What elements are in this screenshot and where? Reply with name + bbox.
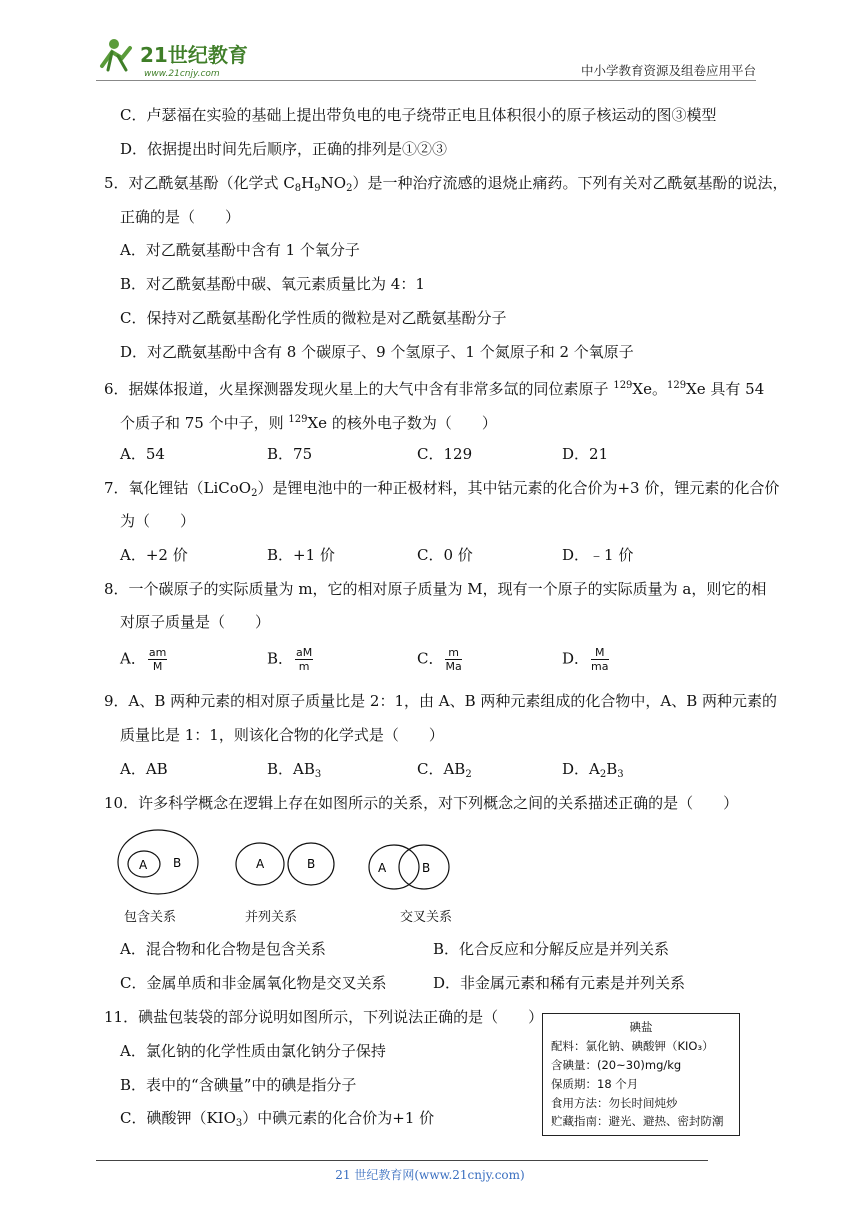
q8-option-d: D． $\frac{M}{ma}$	[562, 646, 609, 673]
salt-label-storage: 贮藏指南：避光、避热、密封防潮	[551, 1114, 724, 1128]
header-platform-name: 中小学教育资源及组卷应用平台	[580, 63, 756, 78]
venn-contain	[118, 830, 198, 894]
svg-text:21世纪教育: 21世纪教育	[140, 43, 248, 67]
q6-stem-line1: 6．据媒体报道，火星探测器发现火星上的大气中含有非常多氙的同位素原子 $^{129}$Xe。$^{129}$Xe 具有 54	[104, 380, 765, 398]
q10-option-c: C．金属单质和非金属氧化物是交叉关系	[120, 974, 387, 992]
footer-text: 21 世纪教育网(www.21cnjy.com)	[335, 1168, 525, 1182]
venn-intersect	[369, 845, 449, 889]
q7-option-c: C．0 价	[417, 546, 473, 564]
q11-option-c: C．碘酸钾$(KIO_3)$中碘元素的化合价为+1 价	[120, 1109, 435, 1129]
q5-stem-line2: 正确的是（ ）	[120, 208, 241, 226]
footer-divider	[96, 1160, 708, 1161]
q7-stem-line2: 为（ ）	[120, 512, 196, 530]
q9-option-d: D．$A_2B_3$	[562, 760, 624, 780]
q10-option-d: D．非金属元素和稀有元素是并列关系	[433, 974, 686, 992]
q6-option-c: C．129	[417, 445, 473, 463]
salt-label-iodine-content: 含碘量：(20~30)mg/kg	[551, 1058, 682, 1072]
q11-option-b: B．表中的“含碘量”中的碘是指分子	[120, 1076, 357, 1094]
q6-option-a: A．54	[120, 445, 165, 463]
svg-text:B: B	[173, 856, 182, 870]
iodized-salt-label	[542, 1013, 740, 1136]
q4-option-d: D．依据提出时间先后顺序，正确的排列是①②③	[120, 140, 448, 158]
q7-stem-line1: 7．氧化锂钴（LiCoO$_2$）是锂电池中的一种正极材料，其中钴元素的化合价为+3 价，锂元素的化合价	[104, 479, 780, 499]
q4-option-c: C．卢瑟福在实验的基础上提出带负电的电子绕带正电且体积很小的原子核运动的图③模型	[120, 106, 717, 124]
q11-option-a: A．氯化钠的化学性质由氯化钠分子保持	[120, 1042, 386, 1060]
q9-option-c: C．$AB_2$	[417, 760, 472, 780]
q6-stem-line2: 个质子和 75 个中子，则 $^{129}$Xe 的核外电子数为（ ）	[120, 414, 497, 432]
q8-option-b: B． $\frac{aM}{m}$	[267, 646, 313, 673]
q5-option-c: C．保持对乙酰氨基酚化学性质的微粒是对乙酰氨基酚分子	[120, 309, 507, 327]
q6-option-d: D．21	[562, 445, 609, 463]
venn-diagrams	[110, 826, 470, 898]
salt-label-shelf-life: 保质期：18 个月	[551, 1077, 639, 1091]
q7-option-d: D．﹣1 价	[562, 546, 634, 564]
q5-stem-line1: 5．对乙酰氨基酚（化学式 $C_8H_9NO_2$）是一种治疗流感的退烧止痛药。下列有关对乙酰氨基酚的说法，	[104, 174, 788, 194]
q8-option-c: C． $\frac{m}{Ma}$	[417, 646, 462, 673]
q10-stem: 10．许多科学概念在逻辑上存在如图所示的关系，对下列概念之间的关系描述正确的是（ ）	[104, 794, 739, 812]
venn-parallel	[236, 843, 334, 885]
q8-stem-line1: 8．一个碳原子的实际质量为 m，它的相对原子质量为 M，现有一个原子的实际质量为 a，则它的相	[104, 580, 767, 598]
q9-stem-line2: 质量比是 1：1，则该化合物的化学式是（ ）	[120, 726, 444, 744]
site-logo	[96, 36, 266, 80]
svg-text:B: B	[307, 857, 316, 871]
svg-text:www.21cnjy.com: www.21cnjy.com	[144, 69, 220, 79]
q9-option-b: B．$AB_3$	[267, 760, 322, 780]
salt-label-ingredients: 配料：氯化钠、碘酸钾（KIO₃）	[551, 1039, 714, 1053]
q10-option-b: B．化合反应和分解反应是并列关系	[433, 940, 670, 958]
venn-caption-contain: 包含关系	[124, 910, 177, 925]
q7-option-a: A．+2 价	[120, 546, 188, 564]
q8-option-a: A． $\frac{am}{M}$	[120, 646, 167, 673]
q6-option-b: B．75	[267, 445, 313, 463]
q9-option-a: A．AB	[120, 760, 168, 778]
q5-option-a: A．对乙酰氨基酚中含有 1 个氧分子	[120, 241, 360, 259]
q9-stem-line1: 9．A、B 两种元素的相对原子质量比是 2：1，由 A、B 两种元素组成的化合物中，A、B 两种元素的	[104, 692, 778, 710]
q5-option-d: D．对乙酰氨基酚中含有 8 个碳原子、9 个氢原子、1 个氮原子和 2 个氧原子	[120, 343, 634, 361]
svg-text:A: A	[256, 857, 265, 871]
svg-text:A: A	[378, 861, 387, 875]
svg-text:A: A	[139, 858, 148, 872]
venn-caption-parallel: 并列关系	[245, 910, 298, 925]
svg-text:B: B	[422, 861, 431, 875]
q7-option-b: B．+1 价	[267, 546, 335, 564]
q5-option-b: B．对乙酰氨基酚中碳、氧元素质量比为 4：1	[120, 275, 425, 293]
q10-option-a: A．混合物和化合物是包含关系	[120, 940, 326, 958]
salt-label-usage: 食用方法：勿长时间炖炒	[551, 1096, 678, 1110]
header-divider	[96, 80, 756, 81]
venn-caption-intersect: 交叉关系	[400, 910, 453, 925]
q8-stem-line2: 对原子质量是（ ）	[120, 613, 271, 631]
q11-stem: 11．碘盐包装袋的部分说明如图所示，下列说法正确的是（ ）	[104, 1008, 544, 1026]
salt-label-title: 碘盐	[629, 1020, 653, 1034]
